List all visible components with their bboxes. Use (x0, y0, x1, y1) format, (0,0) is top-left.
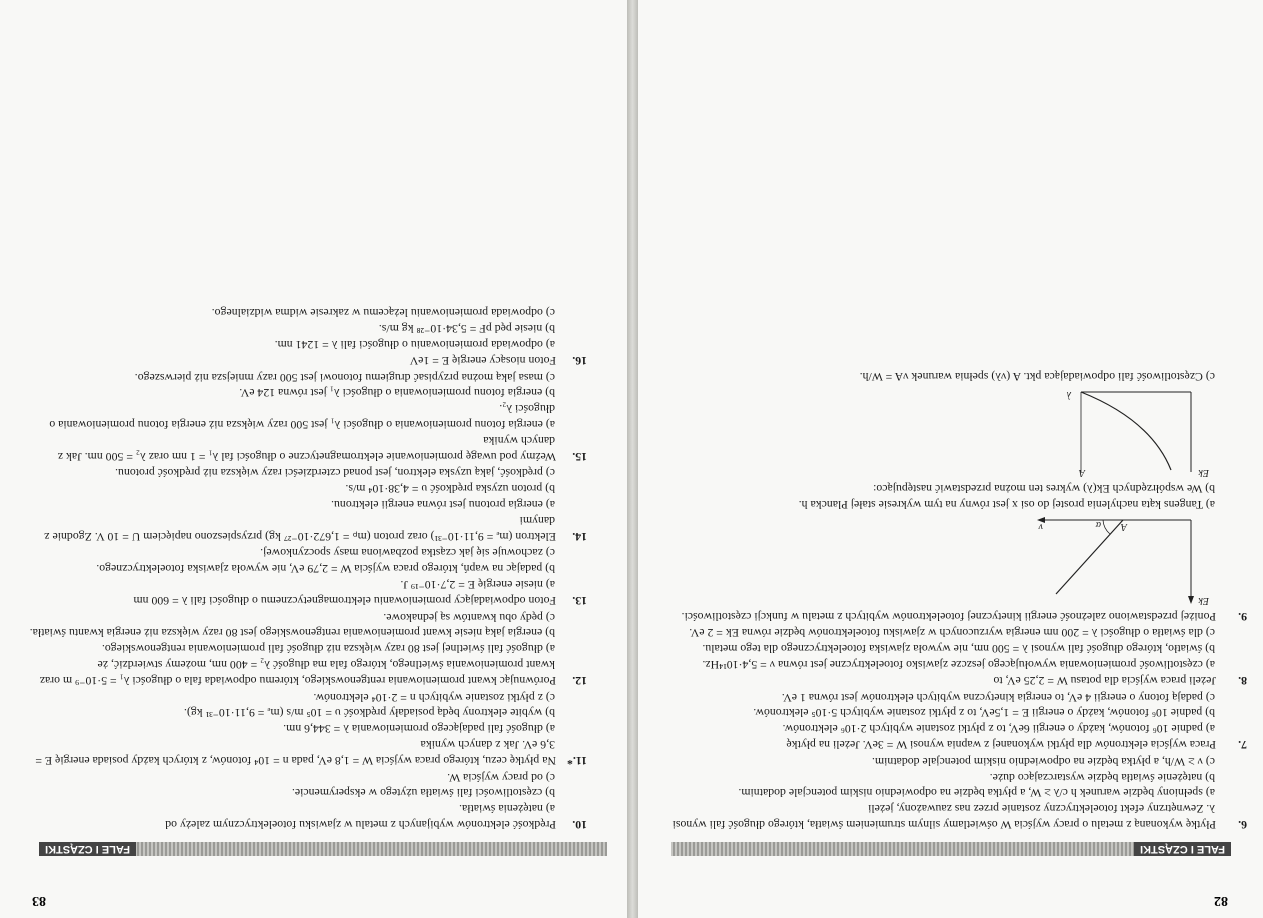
problem-text: Praca wyjścia elektronów dla płytki wykonanej z wapnia wynosi W = 3eV. Jeżeli na płytkę (786, 738, 1216, 753)
option-c: c) od pracy wyjścia W. (447, 770, 555, 785)
problem-text: Porównując kwant promieniowania rentgenowskiego, któremu odpowiada fala o długości λ₁ = 5·10⁻⁹ m oraz kwant promieniowania świetlnego, którego fala ma długość λ₂ = 400 nm, możemy stwierdzić, że (39, 658, 556, 688)
option-b: b) energia jaką niesie kwant promieniowania rentgenowskiego jest 80 razy większa niż energia kwantu światła. (29, 626, 555, 641)
problem-number: 12. (572, 673, 587, 688)
problem-15 (26, 369, 587, 464)
option-a: a) padnie 10⁶ fotonów, każdy o energii 6eV, to z płytki zostanie wybitych 2·10⁶ elektronów. (782, 722, 1215, 737)
problem-number: 6. (1238, 818, 1247, 832)
option-b: b) We współrzędnych Ek(λ) wykres ten można przedstawić następująco: (873, 482, 1215, 497)
problem-16 (26, 305, 587, 368)
option-b: b) częstotliwości fali światła użytego w eksperymencie. (291, 786, 555, 801)
book-gutter (627, 0, 638, 918)
problem-6 (671, 753, 1247, 832)
problem-text: Poniżej przedstawiono zależność energii kinetycznej fotoelektronów wybitych z metalu w funkcji częstotliwości. (681, 609, 1216, 624)
problem-12 (26, 609, 587, 688)
problem-number: 11.* (567, 753, 587, 768)
problem-10 (26, 769, 587, 832)
header-bar (39, 842, 607, 856)
problem-number: 13. (572, 593, 587, 608)
problem-number: 9. (1238, 609, 1247, 624)
point-a-label: A (1078, 467, 1085, 479)
problem-9 (671, 368, 1247, 624)
problem-14 (26, 465, 587, 544)
option-c: c) prędkość, jaką uzyska elektron, jest ponad czterdzieści razy większa niż prędkość protonu. (115, 466, 555, 481)
problem-list (671, 367, 1247, 832)
page-number: 82 (1214, 893, 1228, 908)
problem-text: Prędkość elektronów wybijanych z metalu w zjawisku fotoelektrycznym zależy od (165, 818, 556, 832)
option-c: c) ν ≥ W/h, a płytka będzie na odpowiednio niskim potencjale dodatnim. (871, 754, 1215, 769)
option-a: a) długość fali świetlnej jest 80 razy większa niż długość fali promieniowania rentgenowskiego. (101, 642, 555, 657)
option-b: b) światło, którego długość fali wynosi λ = 500 nm, nie wywoła zjawiska fotoelektrycznego dla tego metalu. (702, 642, 1215, 657)
option-c: c) padają fotony o energii 4 eV, to energia kinetyczna wybitych elektronów jest równa 1 eV. (781, 690, 1215, 705)
graph-ek-lambda (671, 384, 1231, 480)
problem-number: 10. (572, 818, 587, 832)
problem-number: 7. (1238, 738, 1247, 753)
problem-13 (26, 545, 587, 608)
header-bar (671, 842, 1231, 856)
problem-text: Jeżeli praca wyjścia dla potasu W = 2,25 eV, to (993, 673, 1216, 688)
problem-text: Elektron (mₑ = 9,11·10⁻³¹) oraz proton (mₚ = 1,672·10⁻²⁷ kg) przyspieszono napięciem U = 10 V. Zgodnie z danymi (44, 513, 556, 544)
page-number: 83 (32, 893, 46, 908)
option-a: a) odpowiada promieniowaniu o długości fali λ = 1241 nm. (274, 338, 555, 353)
option-a: a) długość fali padającego promieniowania λ = 344,6 nm. (283, 722, 555, 737)
problem-number: 15. (572, 449, 587, 464)
point-a-label: A (1120, 520, 1127, 532)
option-c: c) zachowuje się jak cząstka pozbawiona masy spoczynkowej. (260, 546, 555, 561)
option-c: c) odpowiada promieniowaniu leżącemu w zakresie widma widzialnego. (211, 306, 555, 321)
option-a: a) energia fotonu promieniowania o długości λ₁ jest 500 razy większa niż energia fotonu promieniowania o długości λ₂. (49, 402, 555, 433)
y-axis-arrow (1188, 596, 1194, 604)
ek-lambda-curve (1081, 392, 1171, 470)
angle-label: α (1095, 518, 1101, 530)
x-axis-label: ν (1038, 520, 1043, 532)
option-c: c) z płytki zostanie wybitych n = 2·10⁴ elektronów. (313, 690, 555, 705)
option-c: c) masa jaką można przypisać drugiemu fotonowi jest 500 razy mniejsza niż pierwszego. (134, 370, 555, 385)
option-b: b) wybite elektrony będą posiadały prędkość υ = 10⁵ m/s (mₑ = 9,11·10⁻³¹ kg). (183, 706, 555, 721)
problem-number: 8. (1238, 673, 1247, 688)
option-a: a) energia protonu jest równa energii elektronu. (331, 498, 555, 513)
problem-number: 14. (572, 529, 587, 544)
problem-text: Weźmy pod uwagę promieniowanie elektromagnetyczne o długości fal λ₁ = 1 nm oraz λ₂ = 500 nm. Jak z danych wynika (57, 433, 556, 464)
option-b: b) proton uzyska prędkość υ = 4,38·10⁴ m/s. (345, 482, 555, 497)
y-axis-label: Ek (1198, 594, 1209, 606)
y-axis-label: Ek (1198, 467, 1209, 479)
problem-8 (671, 625, 1247, 688)
option-b: b) natężenie światła będzie wystarczająco duże. (989, 770, 1215, 785)
angle-arc (1103, 520, 1110, 534)
problem-text: Foton niosący energię E = 1eV (409, 353, 556, 368)
option-a: a) Tangens kąta nachylenia prostej do osi x jest równy na tym wykresie stałej Plancka h. (798, 497, 1215, 512)
problem-text: Płytkę wykonaną z metalu o pracy wyjścia W oświetlamy silnym strumieniem światła, którego długość fali wynosi λ. Zewnętrzny efekt fotoelektryczny zostanie przez nas zauważony, jeżeli (672, 802, 1216, 832)
option-b: b) padając na wapń, którego praca wyjścia W = 2,79 eV, nie wywoła zjawiska fotoelektrycznego. (96, 562, 555, 577)
option-c: c) Częstotliwość fali odpowiadająca pkt. A (νλ) spełnia warunek νA = W/h. (859, 370, 1215, 385)
option-b: b) padnie 10⁶ fotonów, każdy o energii E = 1,5eV, to z płytki zostanie wybitych 5·10⁵ elektronów. (753, 706, 1215, 721)
left-page (638, 0, 1263, 918)
option-a: a) spełniony będzie warunek h c/λ ≥ W, a płytka będzie na odpowiednio niskim potencjale dodatnim. (738, 786, 1215, 801)
problem-number: 16. (572, 353, 587, 368)
chapter-header: FALE I CZĄSTKI (39, 842, 136, 856)
graph-ek-nu (671, 512, 1231, 608)
problem-text: Foton odpowiadający promieniowaniu elektromagnetycznemu o długości fali λ = 600 nm (133, 593, 556, 608)
chapter-header: FALE I CZĄSTKI (1134, 842, 1231, 856)
option-c: c) dla światła o długości λ = 200 nm energia wyrzuconych w zjawisku fotoelektronów będzie równa Ek = 2 eV. (689, 626, 1215, 641)
problem-7 (671, 689, 1247, 753)
option-a: a) niesie energię E = 2,7·10⁻¹⁹ J. (400, 578, 555, 593)
option-a: a) częstotliwość promieniowania wywołującego jeszcze zjawisko fotoelektryczne jest równa ν = 5,4·10¹⁴Hz. (702, 658, 1215, 673)
problem-text: Na płytkę cezu, którego praca wyjścia W = 1,8 eV, pada n = 10⁴ fotonów, z których każdy posiada energię E = 3,6 eV. Jak z danych wynika (35, 738, 556, 768)
right-page (0, 0, 627, 918)
problem-11 (26, 689, 587, 768)
option-c: c) pędy obu kwantów są jednakowe. (383, 610, 555, 625)
option-a: a) natężenia światła. (459, 802, 555, 817)
ek-line (1056, 520, 1123, 594)
option-b: b) energia fotonu promieniowania o długości λ₁ jest równa 124 eV. (239, 386, 555, 401)
x-axis-label: λ (1066, 389, 1071, 401)
option-b: b) niesie pęd pF = 5,34·10⁻²⁸ kg m/s. (378, 322, 555, 337)
problem-list (26, 304, 587, 832)
